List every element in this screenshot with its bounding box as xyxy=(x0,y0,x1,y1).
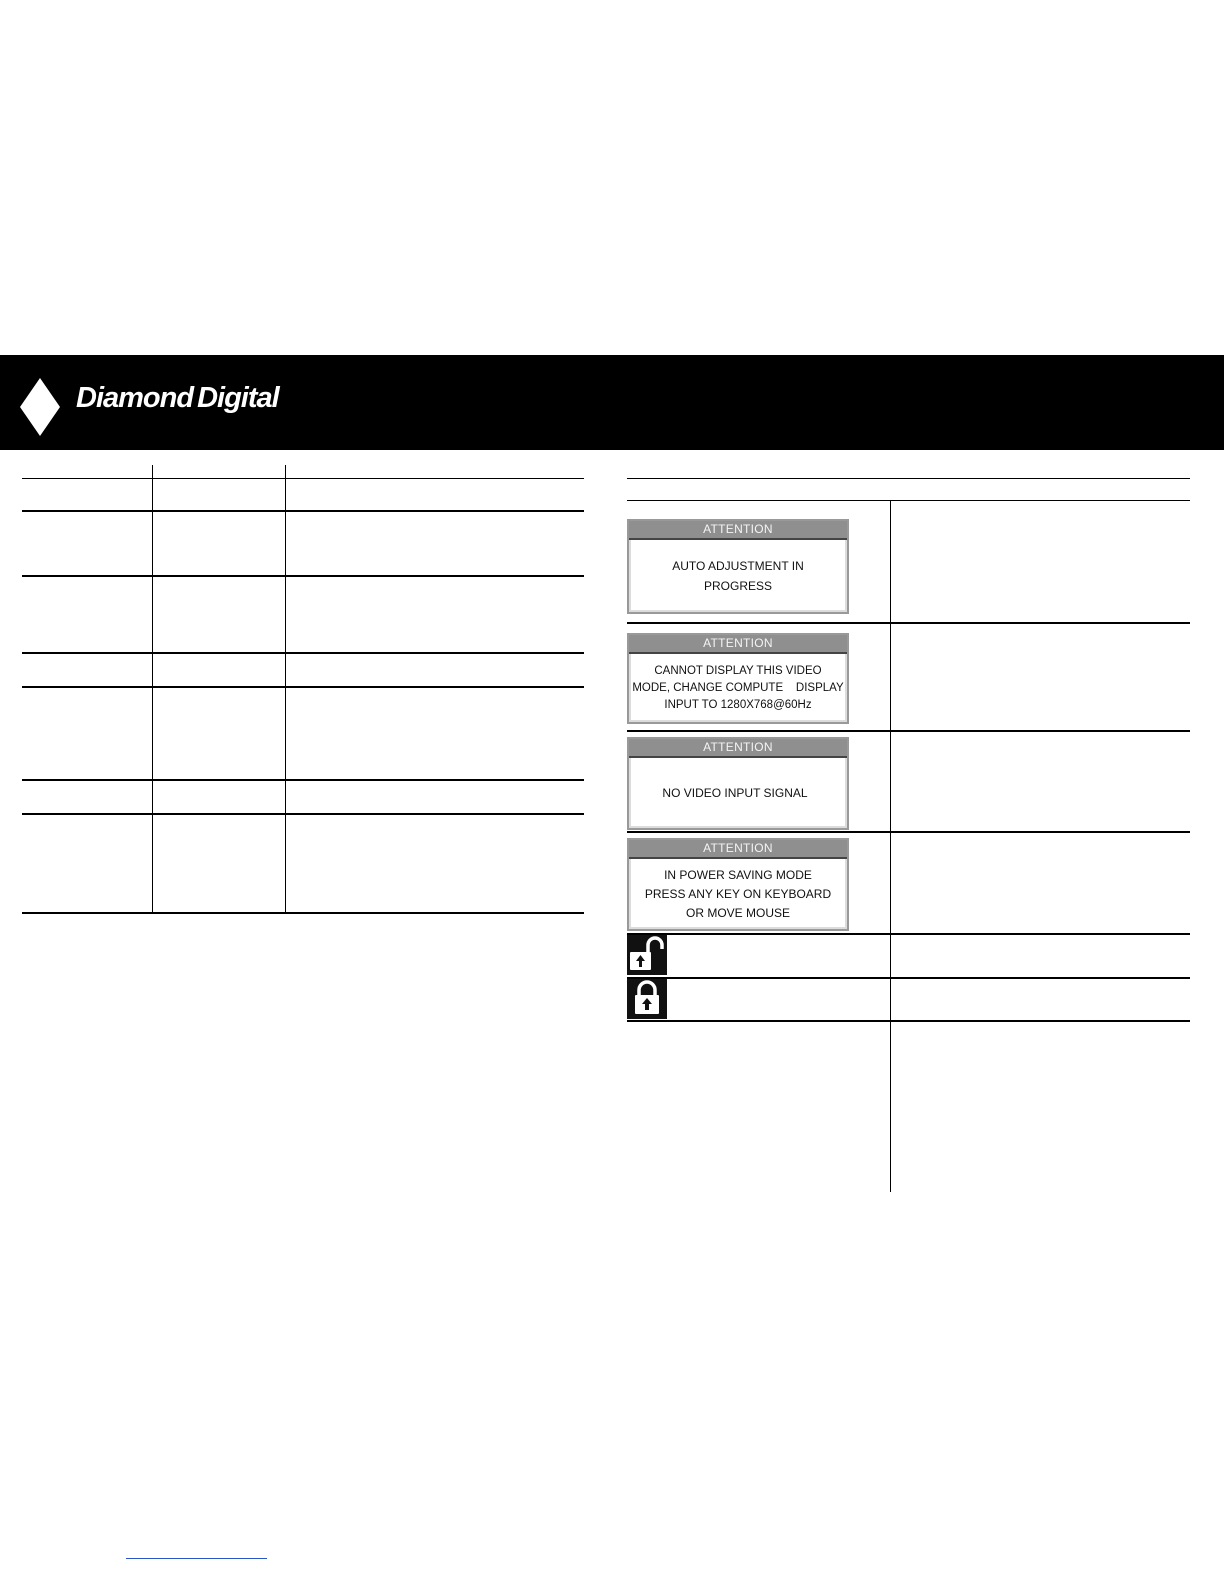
footer-link-underline[interactable] xyxy=(126,1558,267,1559)
osd-message-auto-adjust xyxy=(627,519,849,614)
osd-message-no-signal xyxy=(627,737,849,830)
table-column-divider xyxy=(285,465,286,913)
osd-title: ATTENTION xyxy=(629,521,847,538)
osd-line: PRESS ANY KEY ON KEYBOARD xyxy=(644,886,832,901)
brand-word-1: Diamond xyxy=(76,382,194,414)
table-rule xyxy=(627,977,1190,979)
osd-line: NO VIDEO INPUT SIGNAL xyxy=(662,786,808,800)
table-rule xyxy=(22,912,584,914)
table-rule xyxy=(22,478,584,479)
osd-line: OR MOVE MOUSE xyxy=(685,905,790,920)
table-rule xyxy=(22,686,584,688)
table-rule xyxy=(22,813,584,815)
brand-name xyxy=(76,378,279,418)
brand-word-2: Digital xyxy=(197,382,279,414)
unlocked-padlock-icon xyxy=(627,935,667,975)
osd-body xyxy=(629,756,847,828)
osd-message-unsupported-mode xyxy=(627,633,849,724)
table-rule xyxy=(22,652,584,654)
table-rule xyxy=(22,779,584,781)
table-column-divider xyxy=(890,500,891,1192)
osd-body xyxy=(629,857,847,929)
diamond-logo-icon xyxy=(20,378,60,436)
osd-title: ATTENTION xyxy=(629,635,847,652)
table-rule xyxy=(627,1020,1190,1022)
table-rule xyxy=(627,500,1190,501)
table-rule xyxy=(627,478,1190,479)
osd-body xyxy=(629,538,847,612)
osd-line: AUTO ADJUSTMENT IN xyxy=(672,559,804,573)
osd-line: INPUT TO 1280X768@60Hz xyxy=(664,698,812,711)
osd-title: ATTENTION xyxy=(629,739,847,756)
locked-padlock-icon xyxy=(627,979,667,1019)
osd-body xyxy=(629,652,847,722)
table-rule xyxy=(627,831,1190,833)
osd-line: IN POWER SAVING MODE xyxy=(664,867,812,882)
table-rule xyxy=(627,933,1190,935)
table-rule xyxy=(22,510,584,512)
osd-line: PROGRESS xyxy=(703,579,772,593)
osd-title: ATTENTION xyxy=(629,840,847,857)
table-rule xyxy=(22,575,584,577)
table-rule xyxy=(627,622,1190,624)
osd-message-power-saving xyxy=(627,838,849,931)
osd-line: CANNOT DISPLAY THIS VIDEO xyxy=(654,664,822,677)
table-rule xyxy=(627,730,1190,732)
table-column-divider xyxy=(152,465,153,913)
osd-line: MODE, CHANGE COMPUTE DISPLAY xyxy=(632,681,844,694)
